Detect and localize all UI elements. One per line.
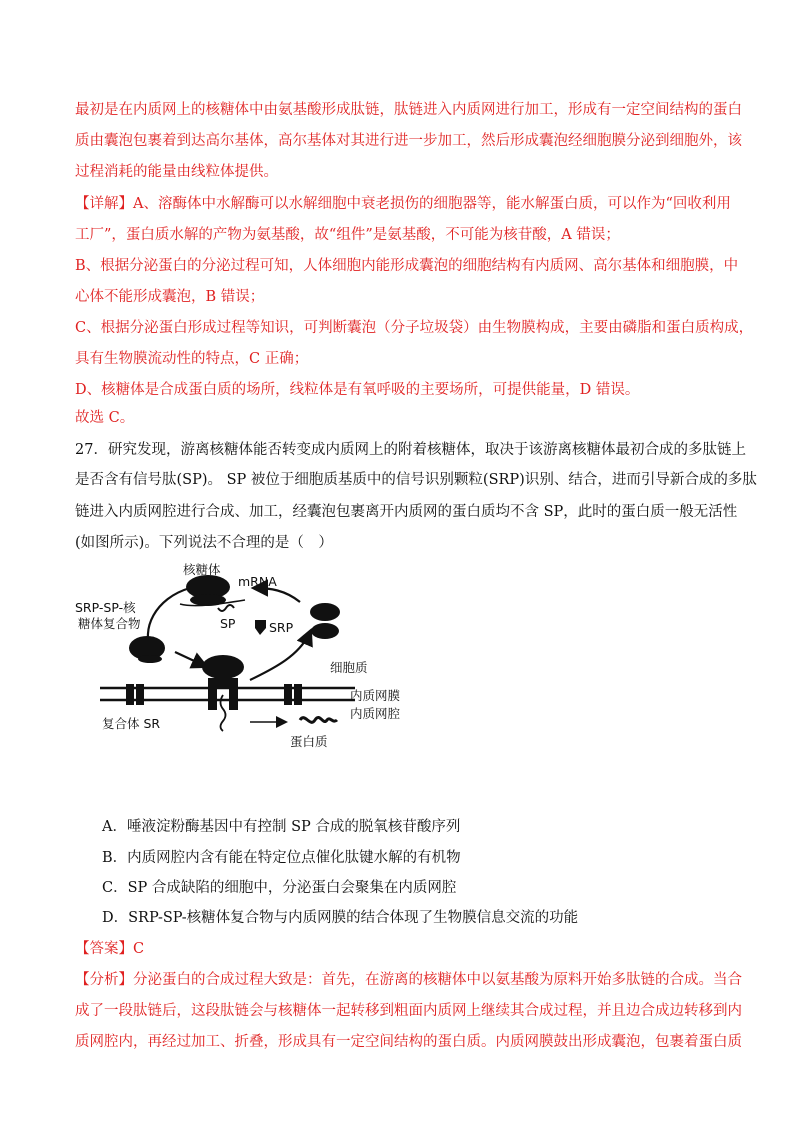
sr-receptor-2 [284,684,292,705]
sr-receptor-1 [126,684,134,705]
free-ribosome-large [310,603,340,621]
label-sp: SP [220,616,236,631]
label-complex-line-1: SRP-SP-核 [75,600,136,615]
detail-choice: 故选 C。 [75,410,135,426]
srp-pathway-diagram [75,560,460,755]
label-srp: SRP [269,620,294,635]
option-a: A．唾液淀粉酶基因中有控制 SP 合成的脱氧核苷酸序列 [102,819,461,835]
analysis-bottom-line-2: 成了一段肽链后，这段肽链会与核糖体一起转移到粗面内质网上继续其合成过程，并且边合成边转移到内 [75,1003,742,1019]
detail-b-line-2: 心体不能形成囊泡，B 错误； [75,289,265,305]
detail-a-line-2: 工厂”，蛋白质水解的产物为氨基酸，故“组件”是氨基酸，不可能为核苷酸，A 错误； [75,227,620,243]
srp-particle [255,620,266,635]
docked-ribosome [202,655,244,679]
translocon-left [208,678,217,710]
label-receptor-sr: 复合体 SR [102,716,161,731]
label-complex-line-2: 糖体复合物 [78,616,141,631]
detail-c-line-2: 具有生物膜流动性的特点，C 正确； [75,351,309,367]
label-cytoplasm: 细胞质 [330,660,368,675]
detail-b-line-1: B、根据分泌蛋白的分泌过程可知，人体细胞内能形成囊泡的细胞结构有内质网、高尔基体和细胞膜，中 [75,258,739,274]
option-c: C．SP 合成缺陷的细胞中，分泌蛋白会聚集在内质网腔 [102,880,457,896]
cycle-arrow-top [255,588,300,602]
complex-arrow [175,652,205,666]
answer: 【答案】C [75,941,145,957]
analysis-line-3: 过程消耗的能量由线粒体提供。 [75,164,278,180]
label-protein: 蛋白质 [290,734,328,749]
question-line-2: 是否含有信号肽(SP)。 SP 被位于细胞质基质中的信号识别颗粒(SRP)识别、结合，进而引导新合成的多肽 [75,472,757,488]
detail-c-line-1: C、根据分泌蛋白形成过程等知识，可判断囊泡（分子垃圾袋）由生物膜构成，主要由磷脂和蛋白质构成， [75,320,754,336]
analysis-bottom-line-1: 【分析】分泌蛋白的合成过程大致是：首先，在游离的核糖体中以氨基酸为原料开始多肽链的合成。当合 [75,972,742,988]
label-ribosome: 核糖体 [183,562,221,577]
analysis-line-2: 质由囊泡包裹着到达高尔基体，高尔基体对其进行进一步加工，然后形成囊泡经细胞膜分泌到细胞外，该 [75,133,742,149]
analysis-line-1: 最初是在内质网上的核糖体中由氨基酸形成肽链，肽链进入内质网进行加工，形成有一定空间结构的蛋白 [75,102,742,118]
detail-a-line-1: 【详解】A、溶酶体中水解酶可以水解细胞中衰老损伤的细胞器等，能水解蛋白质，可以作为“回收利用 [75,196,731,212]
signal-peptide-wave [218,605,234,611]
label-er-lumen: 内质网腔 [350,706,401,721]
analysis-bottom-line-3: 质网腔内，再经过加工、折叠，形成具有一定空间结构的蛋白质。内质网膜鼓出形成囊泡，包裹着蛋白质 [75,1034,742,1050]
option-d: D．SRP-SP-核糖体复合物与内质网膜的结合体现了生物膜信息交流的功能 [102,910,579,926]
option-b: B．内质网腔内含有能在特定位点催化肽键水解的有机物 [102,850,461,866]
label-er-membrane: 内质网膜 [350,688,401,703]
free-ribosome-small [311,623,339,639]
detail-d-line-1: D、核糖体是合成蛋白质的场所，线粒体是有氧呼吸的主要场所，可提供能量，D 错误。 [75,382,640,398]
translocon-right [229,678,238,710]
question-line-1: 27．研究发现，游离核糖体能否转变成内质网上的附着核糖体，取决于该游离核糖体最初合成的多肽链上 [75,442,746,458]
label-mrna: mRNA [238,574,277,589]
folded-protein [300,717,337,722]
question-line-3: 链进入内质网腔进行合成、加工，经囊泡包裹离开内质网的蛋白质均不含 SP，此时的蛋白质一般无活性 [75,504,738,520]
question-line-4: (如图所示)。下列说法不合理的是（ ） [75,535,333,551]
cycle-arrow-right [250,632,310,680]
